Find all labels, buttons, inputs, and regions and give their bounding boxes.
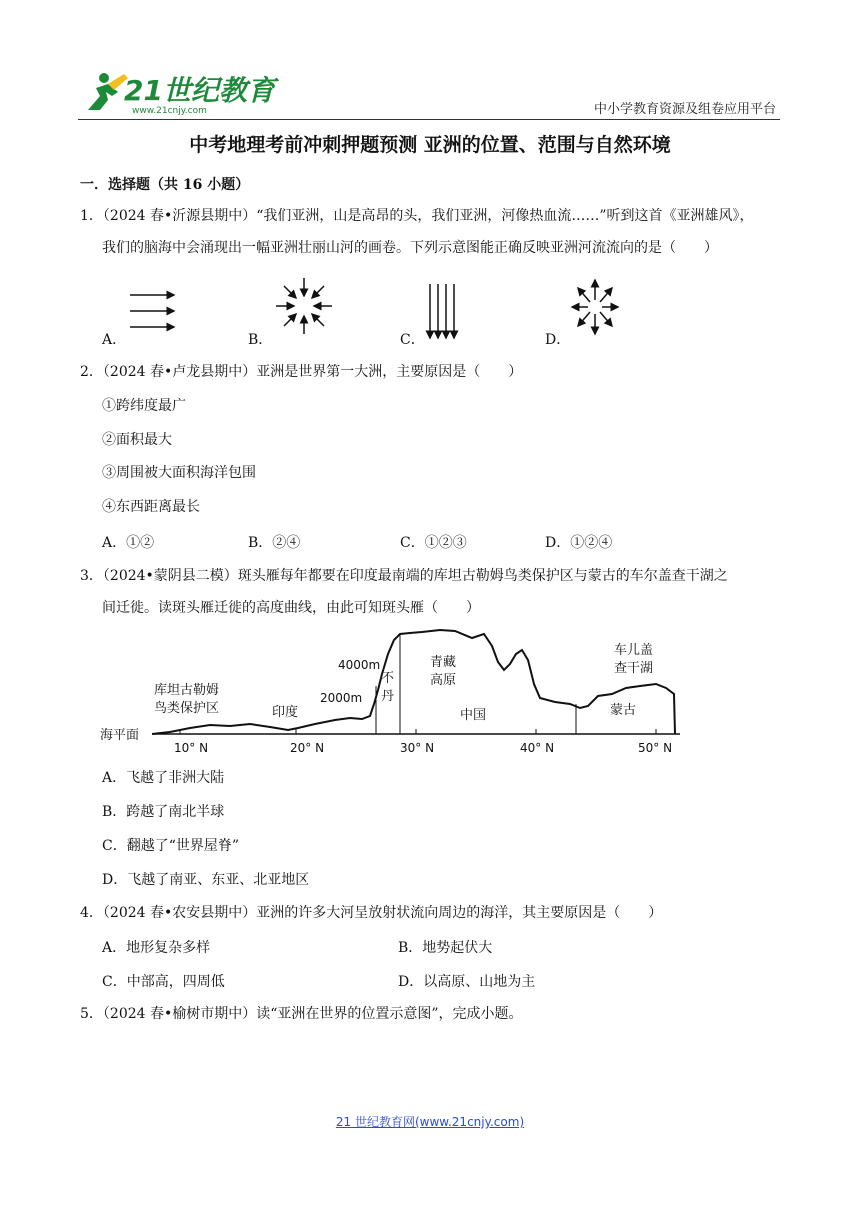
q2-item-2: ②面积最大 bbox=[102, 432, 172, 448]
tibet-label-2: 高原 bbox=[430, 673, 457, 688]
q2-item-1: ①跨纬度最广 bbox=[102, 398, 186, 414]
q4-option-a[interactable]: A．地形复杂多样 bbox=[102, 940, 211, 956]
mongolia-label: 蒙古 bbox=[610, 703, 637, 718]
q3-stem-line2: 间迁徙。读斑头雁迁徙的高度曲线，由此可知斑头雁（ ） bbox=[102, 600, 480, 616]
q2-item-3: ③周围被大面积海洋包围 bbox=[102, 465, 256, 481]
q1-option-c[interactable]: C． bbox=[400, 332, 425, 348]
svg-text:www.21cnjy.com: www.21cnjy.com bbox=[132, 106, 207, 116]
bhutan-label-2: 丹 bbox=[381, 689, 395, 704]
migration-altitude-profile bbox=[100, 624, 685, 759]
tibet-label-1: 青藏 bbox=[430, 655, 457, 670]
q1-stem-line1: 1．（2024 春•沂源县期中）“我们亚洲，山是高昂的头，我们亚洲，河像热血流……”听到这首《亚洲雄风》， bbox=[80, 208, 754, 224]
india-label: 印度 bbox=[272, 705, 299, 720]
q2-option-c[interactable]: C．①②③ bbox=[400, 535, 467, 551]
q1-option-d[interactable]: D． bbox=[545, 332, 571, 348]
q4-option-c[interactable]: C．中部高，四周低 bbox=[102, 974, 225, 990]
china-label: 中国 bbox=[460, 708, 487, 723]
tick-40n: 40° N bbox=[520, 741, 555, 755]
bhutan-label-1: 不 bbox=[381, 671, 395, 686]
terrain-profile-line bbox=[152, 630, 675, 734]
site-logo bbox=[78, 66, 275, 116]
q4-option-b[interactable]: B．地势起伏大 bbox=[398, 940, 493, 956]
altitude-4000-label: 4000m bbox=[338, 658, 381, 672]
tick-20n: 20° N bbox=[290, 741, 325, 755]
parallel-arrows-right-icon bbox=[128, 285, 180, 341]
kutankulam-label-2: 鸟类保护区 bbox=[154, 701, 220, 716]
tick-10n: 10° N bbox=[174, 741, 209, 755]
svg-text:21世纪教育: 21世纪教育 bbox=[124, 74, 275, 107]
tick-30n: 30° N bbox=[400, 741, 435, 755]
q3-option-d[interactable]: D．飞越了南亚、东亚、北亚地区 bbox=[102, 872, 310, 888]
lake-label-2: 查干湖 bbox=[614, 661, 654, 676]
tick-50n: 50° N bbox=[638, 741, 673, 755]
q1-option-b[interactable]: B． bbox=[248, 332, 273, 348]
q3-option-a[interactable]: A．飞越了非洲大陆 bbox=[102, 770, 225, 786]
radiating-arrows-icon bbox=[570, 276, 620, 338]
header-divider bbox=[78, 119, 780, 120]
altitude-2000-label: 2000m bbox=[320, 691, 363, 705]
q2-stem: 2．（2024 春•卢龙县期中）亚洲是世界第一大洲，主要原因是（ ） bbox=[80, 364, 523, 380]
parallel-arrows-down-icon bbox=[424, 282, 460, 344]
q2-option-d[interactable]: D．①②④ bbox=[545, 535, 613, 551]
q2-option-a[interactable]: A．①② bbox=[102, 535, 155, 551]
q3-stem-line1: 3．（2024•蒙阴县二模）斑头雁每年都要在印度最南端的库坦古勒姆鸟类保护区与蒙古的车尔盖查干湖之 bbox=[80, 568, 728, 584]
sea-level-label: 海平面 bbox=[100, 728, 140, 743]
q1-option-a[interactable]: A． bbox=[102, 332, 127, 348]
q2-item-4: ④东西距离最长 bbox=[102, 499, 200, 515]
q2-option-b[interactable]: B．②④ bbox=[248, 535, 301, 551]
q3-option-c[interactable]: C．翻越了“世界屋脊” bbox=[102, 838, 240, 854]
q3-option-b[interactable]: B．跨越了南北半球 bbox=[102, 804, 225, 820]
lake-label-1: 车儿盖 bbox=[614, 643, 654, 658]
kutankulam-label-1: 库坦古勒姆 bbox=[154, 683, 220, 698]
platform-tagline: 中小学教育资源及组卷应用平台 bbox=[593, 102, 776, 117]
section-heading: 一．选择题（共 16 小题） bbox=[80, 177, 250, 193]
page-title: 中考地理考前冲刺押题预测 亚洲的位置、范围与自然环境 bbox=[189, 134, 671, 156]
converging-arrows-icon bbox=[274, 276, 334, 336]
q4-stem: 4．（2024 春•农安县期中）亚洲的许多大河呈放射状流向周边的海洋，其主要原因是（ ） bbox=[80, 905, 663, 921]
q1-stem-line2: 我们的脑海中会涌现出一幅亚洲壮丽山河的画卷。下列示意图能正确反映亚洲河流流向的是（ ） bbox=[102, 240, 718, 256]
footer-link[interactable]: 21 世纪教育网(www.21cnjy.com) bbox=[335, 1115, 525, 1129]
q4-option-d[interactable]: D．以高原、山地为主 bbox=[398, 974, 536, 990]
q5-stem: 5．（2024 春•榆树市期中）读“亚洲在世界的位置示意图”，完成小题。 bbox=[80, 1006, 523, 1022]
